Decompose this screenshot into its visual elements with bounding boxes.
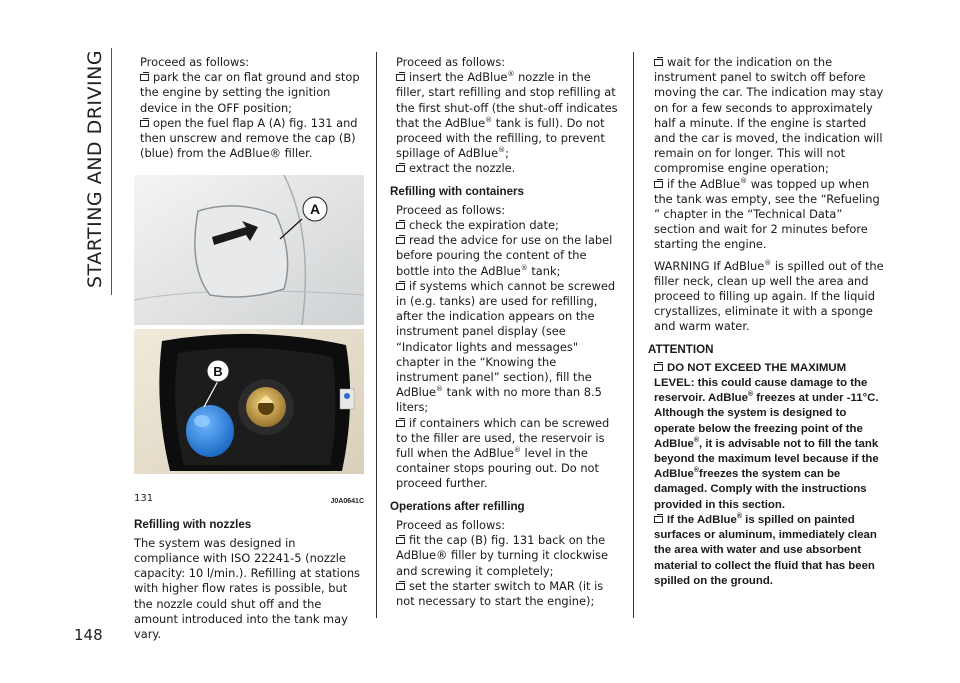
list-item: open the fuel flap A (A) fig. 131 and then unscrew and remove the cap (B) (blue) from the AdBlue® filler. xyxy=(140,115,358,161)
section-title: STARTING AND DRIVING xyxy=(84,49,106,288)
column-divider xyxy=(633,52,634,618)
intro-text: Proceed as follows: xyxy=(396,55,506,69)
list-item: read the advice for use on the label before pouring the content of the bottle into the AdBlue® tank; xyxy=(396,233,613,278)
body-text: The system was designed in compliance with ISO 22241-5 (nozzle capacity: 10 l/min.). Refilling at stations with higher flow rates is possible, but the nozzle could shut off and the amount introduced into the tank may vary. xyxy=(134,535,360,642)
intro-text: Proceed as follows: xyxy=(140,55,250,69)
heading-refilling-nozzles: Refilling with nozzles xyxy=(134,517,252,531)
intro-text: Proceed as follows: xyxy=(396,517,506,532)
warning-text: WARNING If AdBlue® is spilled out of the filler neck, clean up well the area and proceed to filling up again. If the liquid crystallizes, eliminate it with a sponge and warm water. xyxy=(654,258,884,334)
bullet-icon xyxy=(396,283,405,290)
heading-operations-after: Operations after refilling xyxy=(390,499,525,513)
bullet-icon xyxy=(654,181,663,188)
attention-heading: ATTENTION xyxy=(648,342,714,356)
list-item: extract the nozzle. xyxy=(390,161,622,176)
list-item: fit the cap (B) fig. 131 back on the AdBlue® filler by turning it clockwise and screwing it completely; xyxy=(396,533,609,578)
bullet-icon xyxy=(396,237,405,244)
section-divider xyxy=(111,48,112,295)
bullet-icon xyxy=(396,583,405,590)
figure-label-a: A xyxy=(309,201,321,218)
bullet-icon xyxy=(140,74,149,81)
column-3 xyxy=(648,55,884,589)
bullet-icon xyxy=(396,222,405,229)
figure-number: 131 xyxy=(134,493,154,505)
page-number: 148 xyxy=(74,626,103,644)
bullet-icon xyxy=(396,74,405,81)
figure-caption xyxy=(134,491,364,509)
bullet-icon xyxy=(396,537,405,544)
intro-text: Proceed as follows: xyxy=(396,202,506,217)
list-item: park the car on flat ground and stop the engine by setting the ignition device in the OFF position; xyxy=(140,70,360,115)
bullet-icon xyxy=(654,59,663,66)
bullet-icon xyxy=(654,516,663,523)
list-item: check the expiration date; xyxy=(390,218,622,233)
bullet-icon xyxy=(140,120,149,127)
attention-item: If the AdBlue® is spilled on painted surfaces or aluminum, immediately clean the area with water and use absorbent material to collect the fluid that has been spilled on the ground. xyxy=(654,513,877,587)
figure-code: J0A0641C xyxy=(330,498,364,506)
list-item: wait for the indication on the instrument panel to switch off before moving the car. The indication may stay on for a few seconds to approximately half a minute. If the engine is started and the car is moved, the indication will remain on for longer. This will not compromise engine operation; xyxy=(654,55,884,176)
bullet-icon xyxy=(654,364,663,371)
bullet-icon xyxy=(396,420,405,427)
column-divider xyxy=(376,52,377,618)
list-item: if containers which can be screwed to the filler are used, the reservoir is full when the AdBlue® level in the container stops pouring out. Do not proceed further. xyxy=(396,415,610,491)
fuel-flap-illustration xyxy=(134,175,364,490)
column-2 xyxy=(390,55,622,609)
figure-label-b: B xyxy=(213,364,223,380)
bullet-icon xyxy=(396,165,405,172)
list-item: if systems which cannot be screwed in (e.g. tanks) are used for refilling, after the indication appears on the instrument panel display (see “Indicator lights and messages" chapter in the “Knowing the instrument panel” section), fill the AdBlue® tank with no more than 8.5 liters; xyxy=(396,278,616,415)
list-item: if the AdBlue® was topped up when the tank was empty, see the “Refueling ” chapter in the “Technical Data” section and wait for 2 minutes before starting the engine. xyxy=(654,176,880,252)
column-1 xyxy=(134,55,364,642)
attention-item: DO NOT EXCEED THE MAXIMUM LEVEL: this could cause damage to the reservoir. AdBlue® freezes at under -11°C. Although the system is designed to operate below the freezing point of the AdBlue®, it is advisable not to fill the tank beyond the maximum level because if the AdBlue®freezes the system can be damaged. Comply with the instructions provided in this section. xyxy=(654,361,879,511)
figure-fuel-flap xyxy=(134,175,364,490)
list-item: set the starter switch to MAR (it is not necessary to start the engine); xyxy=(396,578,604,608)
list-item: insert the AdBlue® nozzle in the filler, start refilling and stop refilling at the first shut-off (the shut-off indicates that the AdBlue® tank is full). Do not proceed with the refilling, to prevent spillage of AdBlue®; xyxy=(396,70,618,161)
heading-refilling-containers: Refilling with containers xyxy=(390,184,524,198)
